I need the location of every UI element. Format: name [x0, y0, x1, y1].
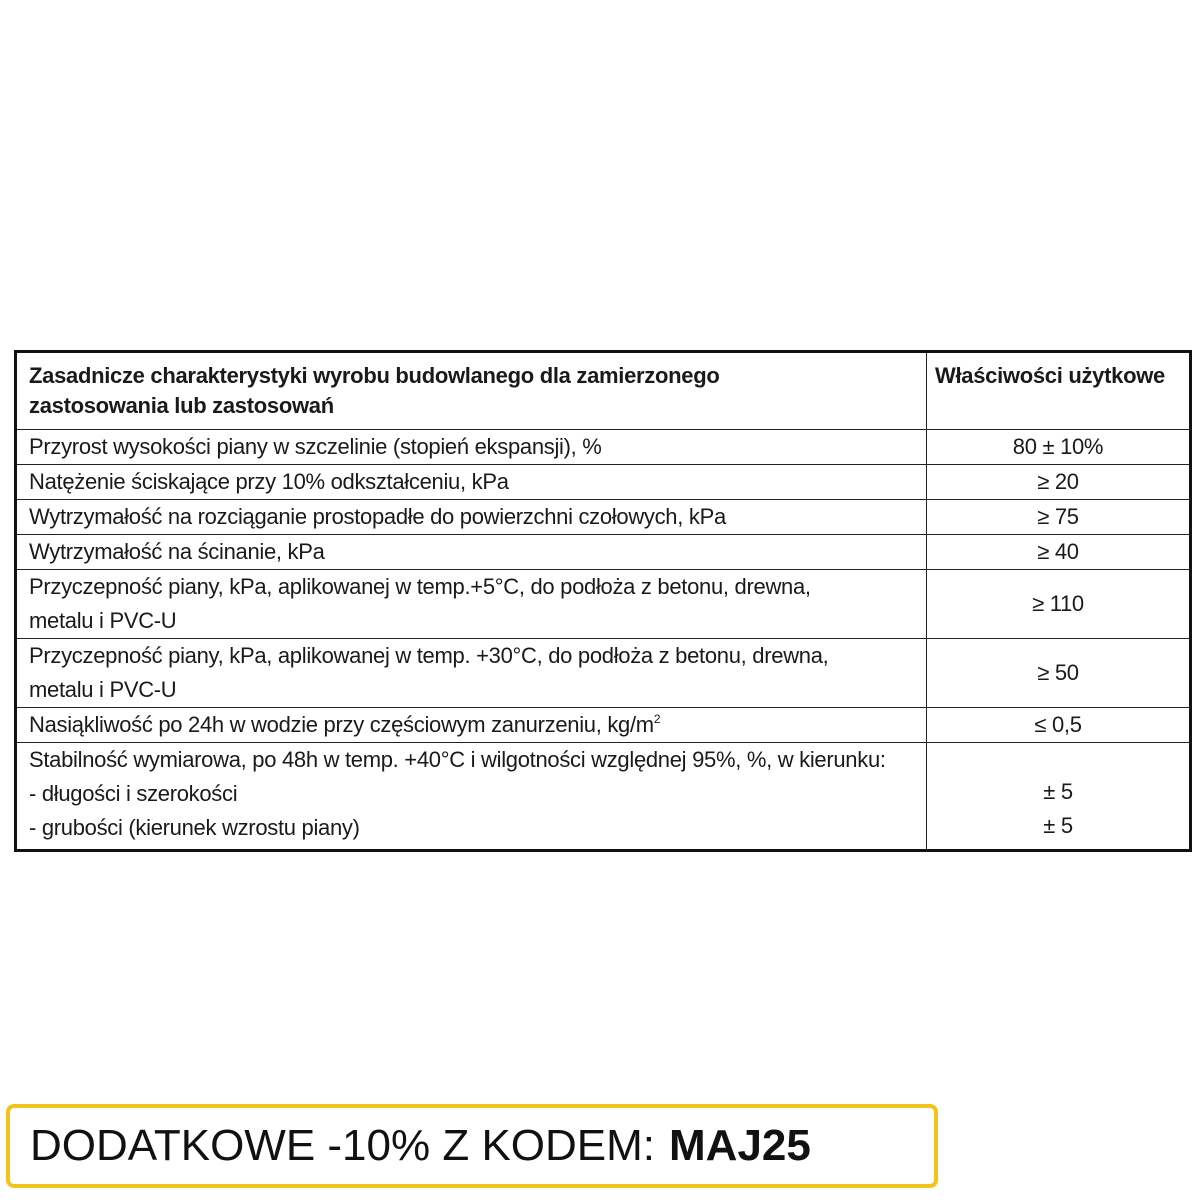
- specification-table: [14, 350, 1192, 852]
- promo-banner: [6, 1104, 938, 1188]
- row-value: ≤ 0,5: [927, 708, 1191, 743]
- row-label: Przyrost wysokości piany w szczelinie (stopień ekspansji), %: [16, 430, 927, 465]
- row-value: 80 ± 10%: [927, 430, 1191, 465]
- header-characteristic-line1: Zasadnicze charakterystyki wyrobu budowlanego dla zamierzonego: [29, 363, 720, 388]
- row-label-line2: - długości i szerokości: [29, 781, 238, 806]
- row-value-line1: ± 5: [1043, 779, 1073, 804]
- row-label-text: Nasiąkliwość po 24h w wodzie przy częściowym zanurzeniu, kg/m: [29, 712, 654, 737]
- row-label: Wytrzymałość na ścinanie, kPa: [16, 535, 927, 570]
- row-label-line1: Stabilność wymiarowa, po 48h w temp. +40°C i wilgotności względnej 95%, %, w kierunku:: [29, 747, 886, 772]
- table-row: [16, 639, 1191, 708]
- row-value: ≥ 40: [927, 535, 1191, 570]
- table-row: [16, 500, 1191, 535]
- row-label: Wytrzymałość na rozciąganie prostopadłe do powierzchni czołowych, kPa: [16, 500, 927, 535]
- row-value: [927, 743, 1191, 851]
- row-label-line2: metalu i PVC-U: [29, 608, 177, 633]
- row-label: [16, 743, 927, 851]
- row-value: ≥ 110: [927, 570, 1191, 639]
- row-label: [16, 708, 927, 743]
- promo-code: MAJ25: [669, 1121, 811, 1170]
- header-characteristic: [16, 352, 927, 430]
- row-label-line1: Przyczepność piany, kPa, aplikowanej w temp. +30°C, do podłoża z betonu, drewna,: [29, 643, 829, 668]
- promo-text: DODATKOWE -10% Z KODEM:: [30, 1121, 656, 1170]
- table-row: [16, 430, 1191, 465]
- header-performance: Właściwości użytkowe: [927, 352, 1191, 430]
- row-label-line2: metalu i PVC-U: [29, 677, 177, 702]
- superscript-exponent: 2: [653, 712, 661, 726]
- row-label: [16, 639, 927, 708]
- table-row: [16, 570, 1191, 639]
- table-row: [16, 743, 1191, 851]
- row-value: ≥ 20: [927, 465, 1191, 500]
- row-label-line3: - grubości (kierunek wzrostu piany): [29, 815, 360, 840]
- row-label: Natężenie ściskające przy 10% odkształceniu, kPa: [16, 465, 927, 500]
- header-characteristic-line2: zastosowania lub zastosowań: [29, 393, 334, 418]
- row-value-line2: ± 5: [1043, 813, 1073, 838]
- table-row: [16, 708, 1191, 743]
- row-value: ≥ 75: [927, 500, 1191, 535]
- row-label-line1: Przyczepność piany, kPa, aplikowanej w temp.+5°C, do podłoża z betonu, drewna,: [29, 574, 811, 599]
- row-label: [16, 570, 927, 639]
- table-row: [16, 535, 1191, 570]
- row-value: ≥ 50: [927, 639, 1191, 708]
- table-header-row: [16, 352, 1191, 430]
- table-row: [16, 465, 1191, 500]
